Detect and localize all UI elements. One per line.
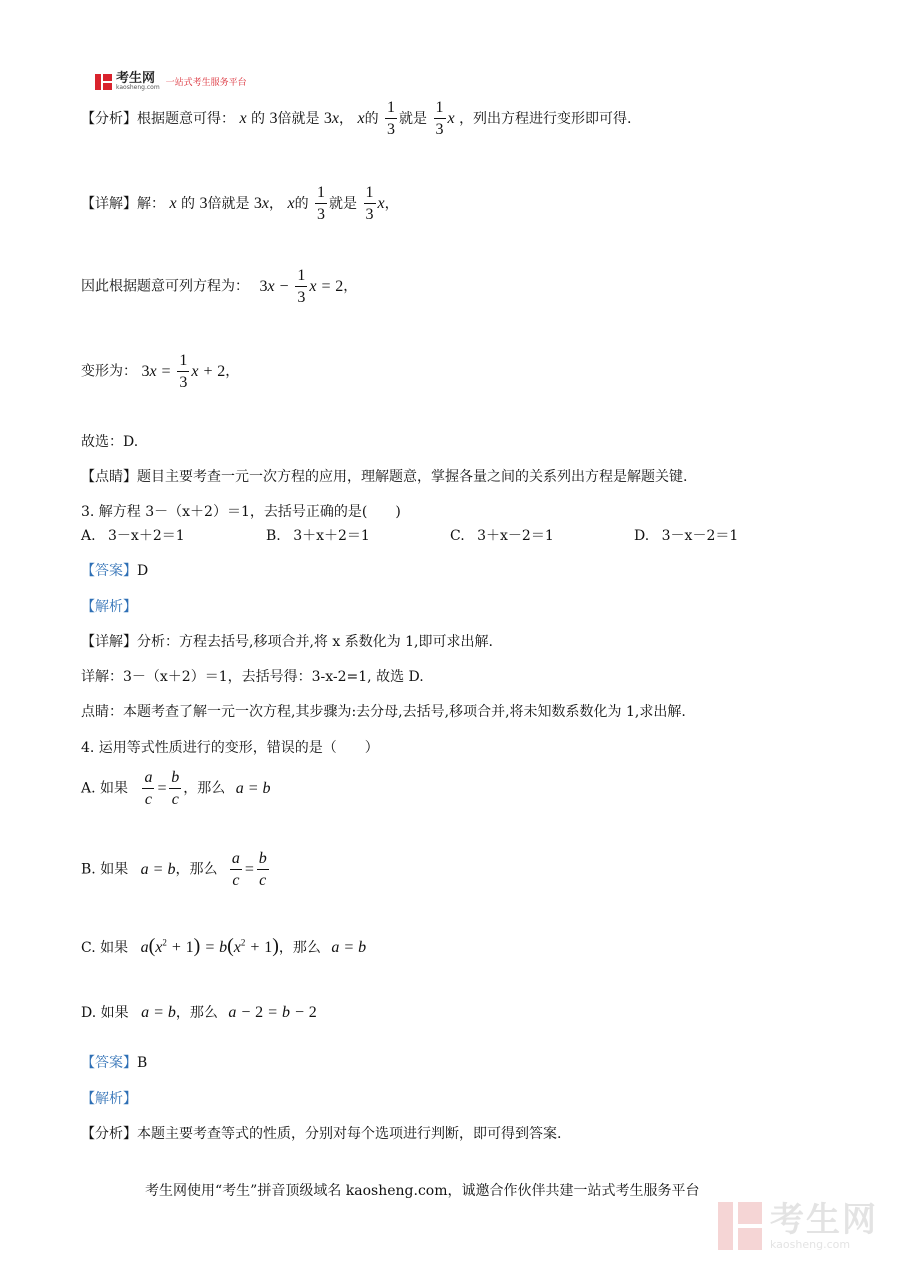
math-x2: x: [357, 110, 365, 127]
fraction-one-third: $\frac{1}{3}$: [387, 99, 396, 138]
q4-stem: 4. 运用等式性质进行的变形，错误的是（ ）: [81, 740, 379, 756]
equation-formula: 3x − $\frac{1}{3}$ x = 2: [259, 267, 344, 306]
math-x2: x: [287, 195, 295, 212]
dianjing-text: 题目主要考查一元一次方程的应用，理解题意，掌握各量之间的关系列出方程是解题关键.: [137, 469, 688, 485]
math-x3: x: [447, 110, 455, 127]
xiangjie-text-a: 解：: [137, 196, 165, 212]
option-text: 3＋x＋2＝1: [293, 528, 370, 544]
header-logo: [95, 72, 247, 91]
option-label: C. 如果: [81, 940, 129, 956]
q3-option-a: [81, 525, 185, 545]
equation-intro: 因此根据题意可列方程为：: [81, 278, 249, 295]
kaosheng-logo-icon: [95, 73, 113, 91]
math-3x: 3x: [323, 110, 340, 127]
detail-tag: 【详解】: [81, 634, 137, 650]
q4-option-b: [81, 851, 271, 889]
answer-tag: 【答案】: [81, 1055, 137, 1071]
fenxi-text-a: 根据题意可得：: [137, 111, 235, 127]
answer-value: D: [137, 563, 149, 579]
fenxi-text: 本题主要考查等式的性质，分别对每个选项进行判断，即可得到答案.: [137, 1126, 562, 1142]
footer-text: 考生网使用“考生”拼音顶级域名 kaosheng.com，诚邀合作伙伴共建一站式考生服务平台: [145, 1183, 700, 1199]
q3-option-d: [634, 525, 738, 545]
option-label: B. 如果: [81, 861, 129, 878]
q4-option-c: [81, 935, 366, 958]
xiangjie-text-e: 就是: [329, 196, 358, 212]
watermark: [718, 1200, 878, 1252]
q3-option-c: [450, 525, 554, 545]
fenxi-text-e: 就是: [399, 111, 428, 127]
option-label: A. 如果: [81, 780, 129, 797]
kaosheng-watermark-icon: [718, 1200, 764, 1252]
watermark-en: kaosheng.com: [770, 1237, 851, 1251]
fenxi-text-f: ，列出方程进行变形即可得.: [459, 111, 632, 127]
q3-detail-line: [81, 631, 493, 651]
q3-analysis-tag: 【解析】: [81, 599, 137, 615]
q3-stem: 3. 解方程 3－（x＋2）＝1，去括号正确的是( ): [81, 504, 401, 520]
fraction-one-third-b: $\frac{1}{3}$: [435, 99, 444, 138]
q4-answer-line: [81, 1052, 147, 1072]
xiangjie-line: 【详解】解： x 的 3倍就是 3x， x的 $\frac{1}{3}$ 就是 $\frac{1}{3}$ x，: [81, 184, 399, 223]
option-b-result: $\frac{a}{c}$ = $\frac{b}{c}$: [231, 850, 267, 889]
fenxi-tag: 【分析】: [81, 1126, 137, 1142]
option-letter: B.: [266, 528, 281, 544]
math-x3: x: [377, 195, 385, 212]
xiangjie-tag: 【详解】: [81, 196, 137, 212]
math-x: x: [169, 195, 177, 212]
option-c-condition: $a(x^2 + 1) = b(x^2 + 1)$: [140, 935, 279, 957]
option-mid: ，那么: [175, 1005, 218, 1021]
xiangjie-text-c: 倍就是: [207, 196, 250, 212]
option-letter: C.: [450, 528, 465, 544]
transform-formula: 3x = $\frac{1}{3}$ x + 2: [141, 352, 226, 391]
option-letter: D.: [634, 528, 650, 544]
dianjing-line: [81, 466, 687, 486]
option-a-condition: $\frac{a}{c}$ = $\frac{b}{c}$: [144, 769, 180, 808]
option-text: 3＋x－2＝1: [477, 528, 554, 544]
transform-intro: 变形为：: [81, 363, 137, 380]
q3-option-b: [266, 525, 370, 545]
math-3: 3: [269, 110, 278, 127]
fenxi-text-c: 倍就是: [277, 111, 320, 127]
fraction-one-third-b: $\frac{1}{3}$: [365, 184, 374, 223]
option-d-result: a − 2 = b − 2: [228, 1004, 317, 1021]
q4-analysis-tag: 【解析】: [81, 1091, 137, 1107]
option-d-condition: a = b: [141, 1004, 176, 1021]
option-a-result: a = b: [235, 779, 271, 797]
answer-tag: 【答案】: [81, 563, 137, 579]
transform-line: 变形为： 3x = $\frac{1}{3}$ x + 2，: [81, 352, 240, 391]
fenxi-text-b: 的: [251, 111, 266, 127]
logo-domain: kaosheng.com: [116, 84, 160, 91]
math-x: x: [239, 110, 247, 127]
fenxi-line: 【分析】根据题意可得： x 的 3倍就是 3x， x的 $\frac{1}{3}$ 就是 $\frac{1}{3}$ x ，列出方程进行变形即可得.: [81, 99, 632, 138]
option-letter: A.: [81, 528, 96, 544]
q4-option-d: [81, 1002, 317, 1022]
q4-option-a: [81, 770, 271, 808]
q3-note: 点睛：本题考查了解一元一次方程,其步骤为:去分母,去括号,移项合并,将未知数系数化为 1,求出解.: [81, 704, 686, 720]
option-text: 3－x＋2＝1: [108, 528, 185, 544]
option-text: 3－x－2＝1: [661, 528, 739, 544]
option-c-result: a = b: [331, 939, 367, 956]
answer-value: B: [137, 1055, 148, 1071]
q3-answer-line: [81, 560, 148, 580]
xiangjie-text-f: ，: [384, 196, 399, 212]
math-3x: 3x: [253, 195, 270, 212]
math-3: 3: [199, 195, 208, 212]
option-mid: ，那么: [175, 861, 218, 878]
xiangjie-text-d: 的: [294, 196, 309, 212]
q3-detail2: 详解：3－（x＋2）＝1，去括号得：3-x-2=1, 故选 D.: [81, 669, 424, 685]
watermark-cn: 考生网: [770, 1199, 878, 1240]
option-mid: ，那么: [278, 940, 321, 956]
option-mid: ，那么: [183, 780, 226, 797]
q4-fenxi-line: [81, 1123, 561, 1143]
fraction-one-third: $\frac{1}{3}$: [317, 184, 326, 223]
answer-choice-line: 故选：D.: [81, 434, 139, 450]
option-label: D. 如果: [81, 1005, 129, 1021]
header-slogan: 一站式考生服务平台: [165, 78, 247, 88]
fenxi-tag: 【分析】: [81, 111, 137, 127]
option-b-condition: a = b: [140, 860, 176, 878]
equation-line: 因此根据题意可列方程为： 3x − $\frac{1}{3}$ x = 2，: [81, 267, 358, 306]
xiangjie-text-b: 的: [181, 196, 196, 212]
dianjing-tag: 【点睛】: [81, 469, 137, 485]
fenxi-text-d: 的: [364, 111, 379, 127]
detail-text: 分析：方程去括号,移项合并,将 x 系数化为 1,即可求出解.: [137, 634, 493, 650]
logo-text: 考生网: [116, 71, 156, 86]
